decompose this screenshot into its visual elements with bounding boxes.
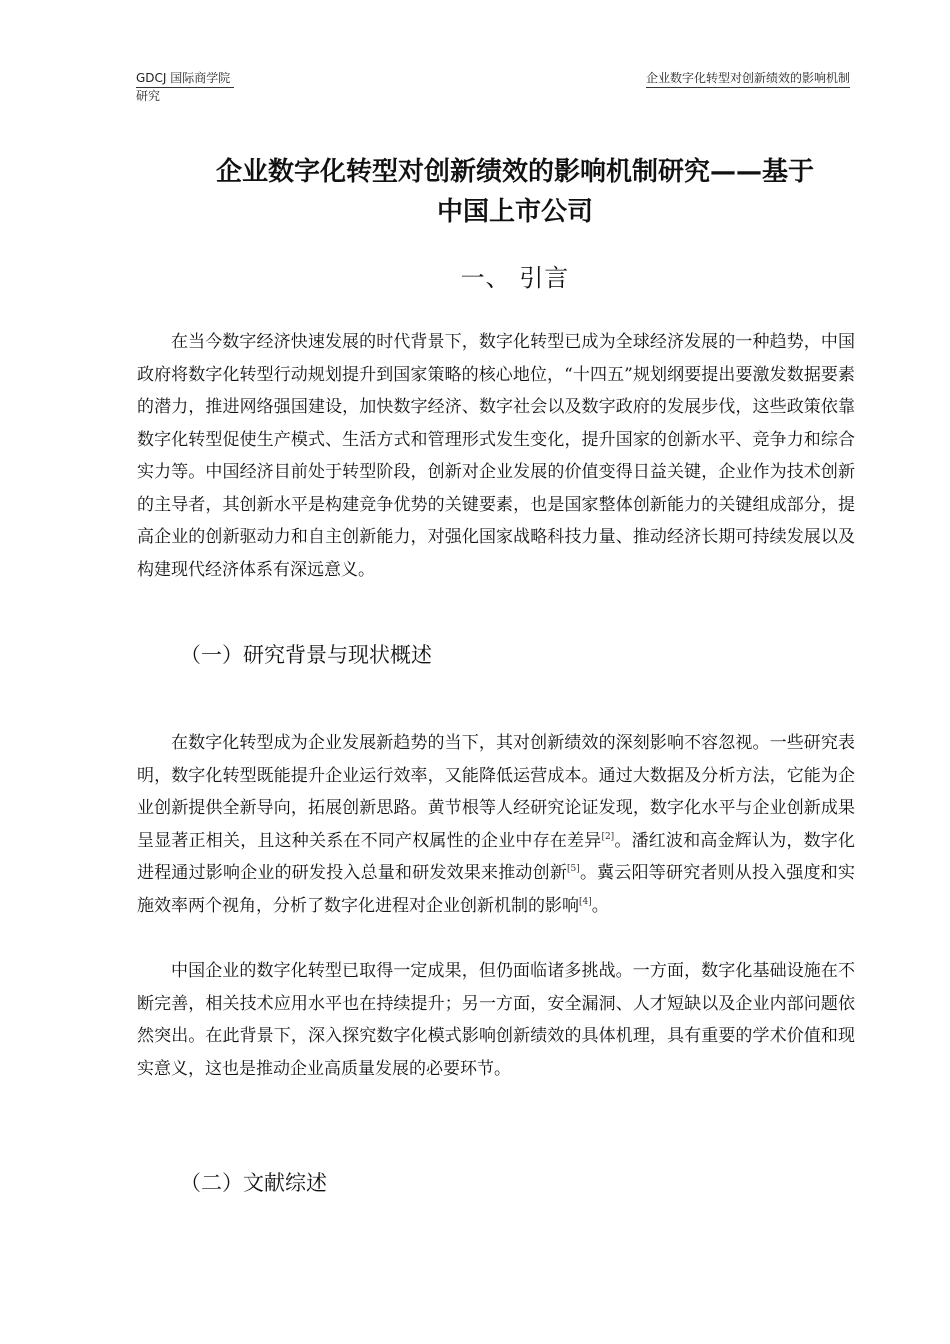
subsection-heading-literature-review: （二）文献综述: [180, 1171, 327, 1195]
running-header-left: [136, 70, 234, 105]
citation-ref: [4]: [579, 896, 592, 907]
paragraph-text: 。潘红波和高金辉认为，数字化进程通过影响企业的研发投入总量和研发效果来推动创新: [137, 830, 856, 883]
subsection-heading-background: （一）研究背景与现状概述: [180, 643, 432, 667]
header-institution: GDCJ 国际商学院: [136, 70, 234, 88]
intro-paragraph: 在当今数字经济快速发展的时代背景下，数字化转型已成为全球经济发展的一种趋势，中国政府将数字化转型行动规划提升到国家策略的核心地位，“十四五”规划纲要提出要激发数据要素的潜力，推进网络强国建设，加快数字经济、数字社会以及数字政府的发展步伐，这些政策依靠数字化转型促使生产模式、生活方式和管理形式发生变化，提升国家的创新水平、竞争力和综合实力等。中国经济目前处于转型阶段，创新对企业发展的价值变得日益关键，企业作为技术创新的主导者，其创新水平是构建竞争优势的关键要素，也是国家整体创新能力的关键组成部分，提高企业的创新驱动力和自主创新能力，对强化国家战略科技力量、推动经济长期可持续发展以及构建现代经济体系有深远意义。: [137, 332, 855, 580]
section-heading-introduction: 一、 引言: [460, 264, 570, 292]
citation-ref: [5]: [567, 864, 580, 874]
paragraph-text: 。冀云阳等研究者则从投入强度和实施效率两个视角，分析了数字化进程对企业创新机制的影响: [137, 863, 856, 916]
paper-title-line1: 企业数字化转型对创新绩效的影响机制研究——基于: [215, 157, 814, 187]
header-institution-cont: 研究: [136, 89, 161, 103]
paragraph-text: 在数字化转型成为企业发展新趋势的当下，其对创新绩效的深刻影响不容忽视。一些研究表明，数字化转型既能提升企业运行效率，又能降低运营成本。通过大数据及分析方法，它能为企业创新提供全新导向，拓展创新思路。黄节根等人经研究论证发现，数字化水平与企业创新成果呈显著正相关，且这种关系在不同产权属性的企业中存在差异: [137, 733, 855, 851]
challenges-paragraph: 中国企业的数字化转型已取得一定成果，但仍面临诸多挑战。一方面，数字化基础设施在不断完善，相关技术应用水平也在持续提升；另一方面，安全漏洞、人才短缺以及企业内部问题依然突出。在此背景下，深入探究数字化模式影响创新绩效的具体机理，具有重要的学术价值和现实意义，这也是推动企业高质量发展的必要环节。: [137, 961, 855, 1079]
citation-ref: [2]: [601, 831, 615, 842]
paper-title: [140, 152, 890, 232]
paper-title-line2: 中国上市公司: [436, 197, 593, 227]
paragraph-text: 。: [591, 895, 609, 916]
background-paragraph: [137, 727, 855, 922]
running-header-right: 企业数字化转型对创新绩效的影响机制: [646, 70, 850, 88]
